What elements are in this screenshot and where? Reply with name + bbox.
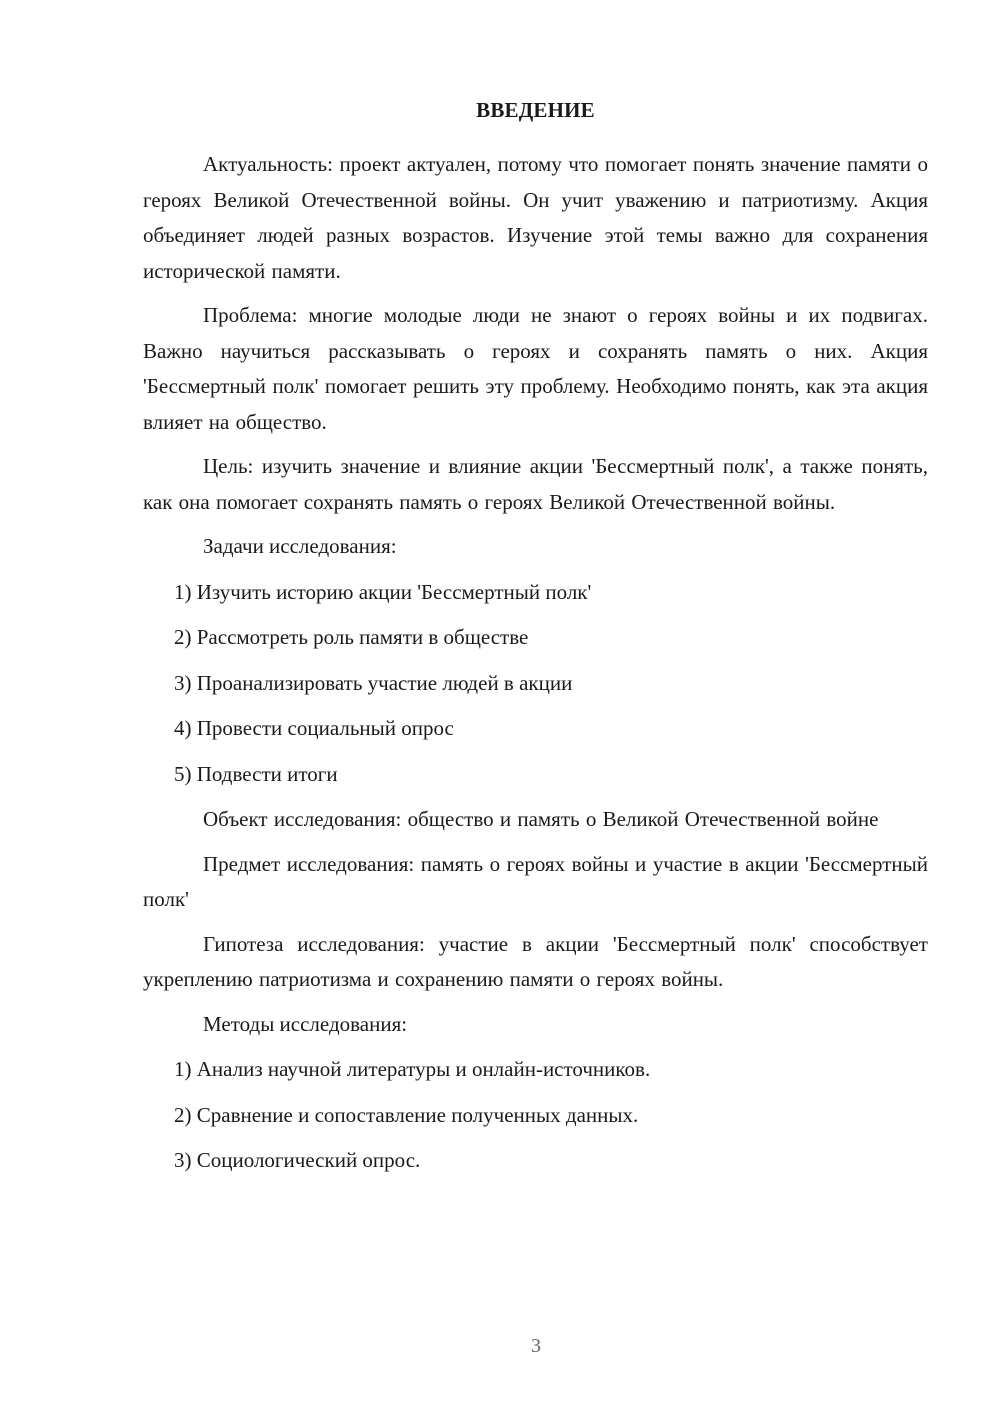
method-item: 3) Социологический опрос. <box>174 1148 421 1172</box>
task-item: 2) Рассмотреть роль памяти в обществе <box>174 625 529 649</box>
section-title: ВВЕДЕНИЕ <box>476 98 595 122</box>
task-item: 5) Подвести итоги <box>174 761 338 786</box>
task-item: 3) Проанализировать участие людей в акции <box>174 670 573 695</box>
method-item: 2) Сравнение и сопоставление полученных данных. <box>174 1102 639 1127</box>
method-item: 1) Анализ научной литературы и онлайн-источников. <box>174 1057 651 1081</box>
task-item: 4) Провести социальный опрос <box>174 716 454 740</box>
subject-paragraph: Предмет исследования: память о героях войны и участие в акции 'Бессмертный полк' <box>143 851 928 911</box>
hypothesis-paragraph: Гипотеза исследования: участие в акции 'Бессмертный полк' способствует укреплению патриотизма и сохранению памяти о героях войны. <box>143 931 928 991</box>
tasks-heading: Задачи исследования: <box>203 534 397 558</box>
object-paragraph: Объект исследования: общество и память о Великой Отечественной войне <box>203 807 879 831</box>
goal-paragraph: Цель: изучить значение и влияние акции 'Бессмертный полк', а также понять, как она помогает сохранять память о героях Великой Отечественной войны. <box>143 454 928 514</box>
page-number: 3 <box>531 1335 541 1357</box>
problem-paragraph: Проблема: многие молодые люди не знают о героях войны и их подвигах. Важно научиться рассказывать о героях и сохранять память о них. Акция 'Бессмертный полк' помогает решить эту проблему. Необходимо понять, как эта акция влияет на общество. <box>143 303 928 434</box>
relevance-paragraph: Актуальность: проект актуален, потому что помогает понять значение памяти о героях Великой Отечественной войны. Он учит уважению и патриотизму. Акция объединяет людей разных возрастов. Изучение этой темы важно для сохранения исторической памяти. <box>143 152 928 283</box>
task-item: 1) Изучить историю акции 'Бессмертный полк' <box>174 579 592 604</box>
document-page <box>143 92 928 1189</box>
methods-heading: Методы исследования: <box>203 1011 408 1036</box>
